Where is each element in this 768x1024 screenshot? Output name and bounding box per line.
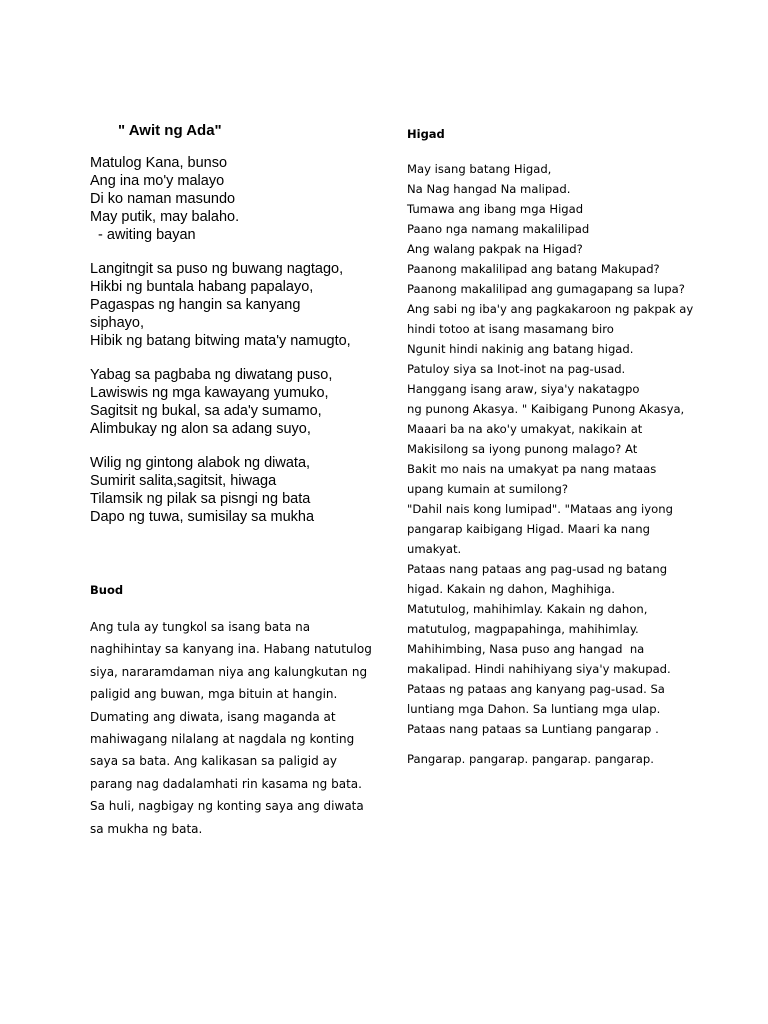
higad-line: Bakit mo nais na umakyat pa nang mataas bbox=[407, 462, 657, 476]
poem-line: Di ko naman masundo bbox=[90, 191, 236, 207]
higad-line: pangarap kaibigang Higad. Maari ka nang bbox=[407, 522, 650, 536]
higad-line: Paanong makalilipad ang batang Makupad? bbox=[407, 262, 660, 276]
poem-stanza-1 bbox=[90, 154, 380, 244]
poem-line: Yabag sa pagbaba ng diwatang puso, bbox=[90, 367, 333, 383]
poem-attribution: - awiting bayan bbox=[90, 227, 196, 243]
higad-line: makalipad. Hindi nahihiyang siya'y makupad. bbox=[407, 662, 671, 676]
higad-line: Makisilong sa iyong punong malago? At bbox=[407, 442, 638, 456]
higad-line: ng punong Akasya. " Kaibigang Punong Akasya, bbox=[407, 402, 685, 416]
higad-line: Mahihimbing, Nasa puso ang hangad na bbox=[407, 642, 645, 656]
higad-line: upang kumain at sumilong? bbox=[407, 482, 568, 496]
buod-summary: Ang tula ay tungkol sa isang bata na naghihintay sa kanyang ina. Habang natutulog siya, nararamdaman niya ang kalungkutan ng paligid ang buwan, mga bituin at hangin. Dumating ang diwata, isang maganda at mahiwagang nilalang at nagdala ng konting saya sa bata. Ang kalikasan sa paligid ay parang nag dadalamhati rin kasama ng bata. Sa huli, nagbigay ng konting saya ang diwata sa mukha ng bata. bbox=[90, 620, 372, 836]
poem-stanza-2 bbox=[90, 260, 380, 350]
poem-stanza-4 bbox=[90, 454, 380, 526]
poem-line: Tilamsik ng pilak sa pisngi ng bata bbox=[90, 491, 311, 507]
higad-line: "Dahil nais kong lumipad". "Mataas ang iyong bbox=[407, 502, 673, 516]
higad-line: Paanong makalilipad ang gumagapang sa lupa? bbox=[407, 282, 685, 296]
poem-stanza-3 bbox=[90, 366, 380, 438]
poem-line: Pagaspas ng hangin sa kanyang bbox=[90, 297, 301, 313]
higad-closing: Pangarap. pangarap. pangarap. pangarap. bbox=[407, 752, 654, 766]
higad-line: luntiang mga Dahon. Sa luntiang mga ulap. bbox=[407, 702, 661, 716]
higad-line: Ngunit hindi nakinig ang batang higad. bbox=[407, 342, 634, 356]
higad-line: Paano nga namang makalilipad bbox=[407, 222, 590, 236]
higad-line: Maaari ba na ako'y umakyat, nakikain at bbox=[407, 422, 643, 436]
poem-line: Hikbi ng buntala habang papalayo, bbox=[90, 279, 314, 295]
poem-line: Sagitsit ng bukal, sa ada'y sumamo, bbox=[90, 403, 322, 419]
higad-line: Pataas nang pataas sa Luntiang pangarap . bbox=[407, 722, 659, 736]
poem-line: Matulog Kana, bunso bbox=[90, 155, 228, 171]
poem-line: May putik, may balaho. bbox=[90, 209, 240, 225]
higad-line: Matutulog, mahihimlay. Kakain ng dahon, bbox=[407, 602, 648, 616]
higad-line: matutulog, magpapahinga, mahihimlay. bbox=[407, 622, 639, 636]
higad-line: umakyat. bbox=[407, 542, 462, 556]
poem-line: Sumirit salita,sagitsit, hiwaga bbox=[90, 473, 277, 489]
poem-line: Wilig ng gintong alabok ng diwata, bbox=[90, 455, 311, 471]
higad-line: May isang batang Higad, bbox=[407, 162, 552, 176]
higad-line: Ang sabi ng iba'y ang pagkakaroon ng pakpak ay bbox=[407, 302, 694, 316]
higad-line: Pataas ng pataas ang kanyang pag-usad. Sa bbox=[407, 682, 665, 696]
higad-line: Pataas nang pataas ang pag-usad ng batang bbox=[407, 562, 668, 576]
right-column bbox=[407, 126, 697, 769]
left-column bbox=[90, 122, 380, 840]
buod-heading: Buod bbox=[90, 583, 124, 597]
higad-line: Tumawa ang ibang mga Higad bbox=[407, 202, 584, 216]
higad-heading: Higad bbox=[407, 127, 445, 141]
poem-line: Lawiswis ng mga kawayang yumuko, bbox=[90, 385, 329, 401]
poem-line: Dapo ng tuwa, sumisilay sa mukha bbox=[90, 509, 315, 525]
higad-line: higad. Kakain ng dahon, Maghihiga. bbox=[407, 582, 615, 596]
poem-title: " Awit ng Ada" bbox=[118, 122, 222, 139]
poem-line: Hibik ng batang bitwing mata'y namugto, bbox=[90, 333, 351, 349]
poem-line: siphayo, bbox=[90, 315, 145, 331]
poem-line: Alimbukay ng alon sa adang suyo, bbox=[90, 421, 311, 437]
higad-line: Hanggang isang araw, siya'y nakatagpo bbox=[407, 382, 640, 396]
higad-line: Patuloy siya sa Inot-inot na pag-usad. bbox=[407, 362, 626, 376]
poem-line: Ang ina mo'y malayo bbox=[90, 173, 225, 189]
higad-line: hindi totoo at isang masamang biro bbox=[407, 322, 614, 336]
higad-line: Na Nag hangad Na malipad. bbox=[407, 182, 571, 196]
higad-line: Ang walang pakpak na Higad? bbox=[407, 242, 583, 256]
poem-line: Langitngit sa puso ng buwang nagtago, bbox=[90, 261, 344, 277]
higad-body bbox=[407, 159, 697, 739]
